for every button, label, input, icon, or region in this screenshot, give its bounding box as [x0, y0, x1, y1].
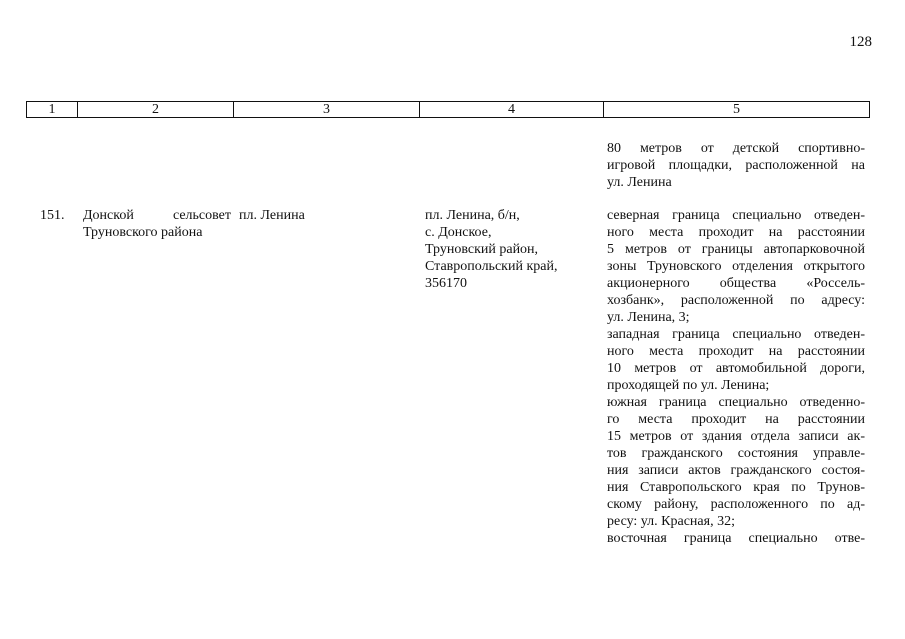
row-col-4	[425, 207, 600, 292]
boundary-line: го места проходит на расстоянии	[607, 412, 865, 427]
boundary-line: ресу: ул. Красная, 32;	[607, 514, 735, 529]
settlement-line: Труновского района	[83, 225, 203, 240]
address-line: пл. Ленина, б/н,	[425, 208, 520, 223]
continuation-text	[607, 140, 865, 191]
boundary-line: южная граница специально отведенно-	[607, 395, 865, 410]
boundary-line: тов гражданского состояния управле-	[607, 446, 865, 461]
boundary-line: 15 метров от здания отдела записи ак-	[607, 429, 865, 444]
boundary-line: проходящей по ул. Ленина;	[607, 378, 770, 393]
boundary-line: хозбанк», расположенной по адресу:	[607, 293, 865, 308]
continuation-line: ул. Ленина	[607, 175, 672, 190]
header-col-3: 3	[234, 102, 420, 117]
header-col-2: 2	[78, 102, 234, 117]
boundary-line: западная граница специально отведен-	[607, 327, 865, 342]
boundary-line: ул. Ленина, 3;	[607, 310, 690, 325]
address-line: 356170	[425, 276, 467, 291]
boundary-line: зоны Труновского отделения открытого	[607, 259, 865, 274]
row-col-2	[83, 207, 231, 241]
row-col-5	[607, 207, 865, 547]
address-line: с. Донское,	[425, 225, 492, 240]
continuation-line: 80 метров от детской спортивно-	[607, 141, 865, 156]
boundary-line: 10 метров от автомобильной дороги,	[607, 361, 865, 376]
address-line: Ставропольский край,	[425, 259, 558, 274]
row-col-3	[239, 207, 409, 224]
page-number: 128	[849, 34, 872, 50]
place-name: пл. Ленина	[239, 208, 305, 223]
row-number-text: 151.	[40, 208, 65, 223]
header-col-4: 4	[420, 102, 604, 117]
row-number	[40, 207, 80, 224]
table-header-row	[26, 101, 870, 118]
boundary-line: ного места проходит на расстоянии	[607, 344, 865, 359]
boundary-line: 5 метров от границы автопарковочной	[607, 242, 865, 257]
boundary-line: северная граница специально отведен-	[607, 208, 865, 223]
header-col-1: 1	[27, 102, 78, 117]
continuation-line: игровой площадки, расположенной на	[607, 158, 865, 173]
boundary-line: ния записи актов гражданского состоя-	[607, 463, 865, 478]
address-line: Труновский район,	[425, 242, 539, 257]
boundary-line: восточная граница специально отве-	[607, 531, 865, 546]
settlement-line: Донской сельсовет	[83, 208, 231, 223]
boundary-line: скому району, расположенного по ад-	[607, 497, 865, 512]
boundary-line: ного места проходит на расстоянии	[607, 225, 865, 240]
header-col-5: 5	[733, 102, 740, 117]
boundary-line: акционерного общества «Россель-	[607, 276, 865, 291]
boundary-line: ния Ставропольского края по Трунов-	[607, 480, 865, 495]
